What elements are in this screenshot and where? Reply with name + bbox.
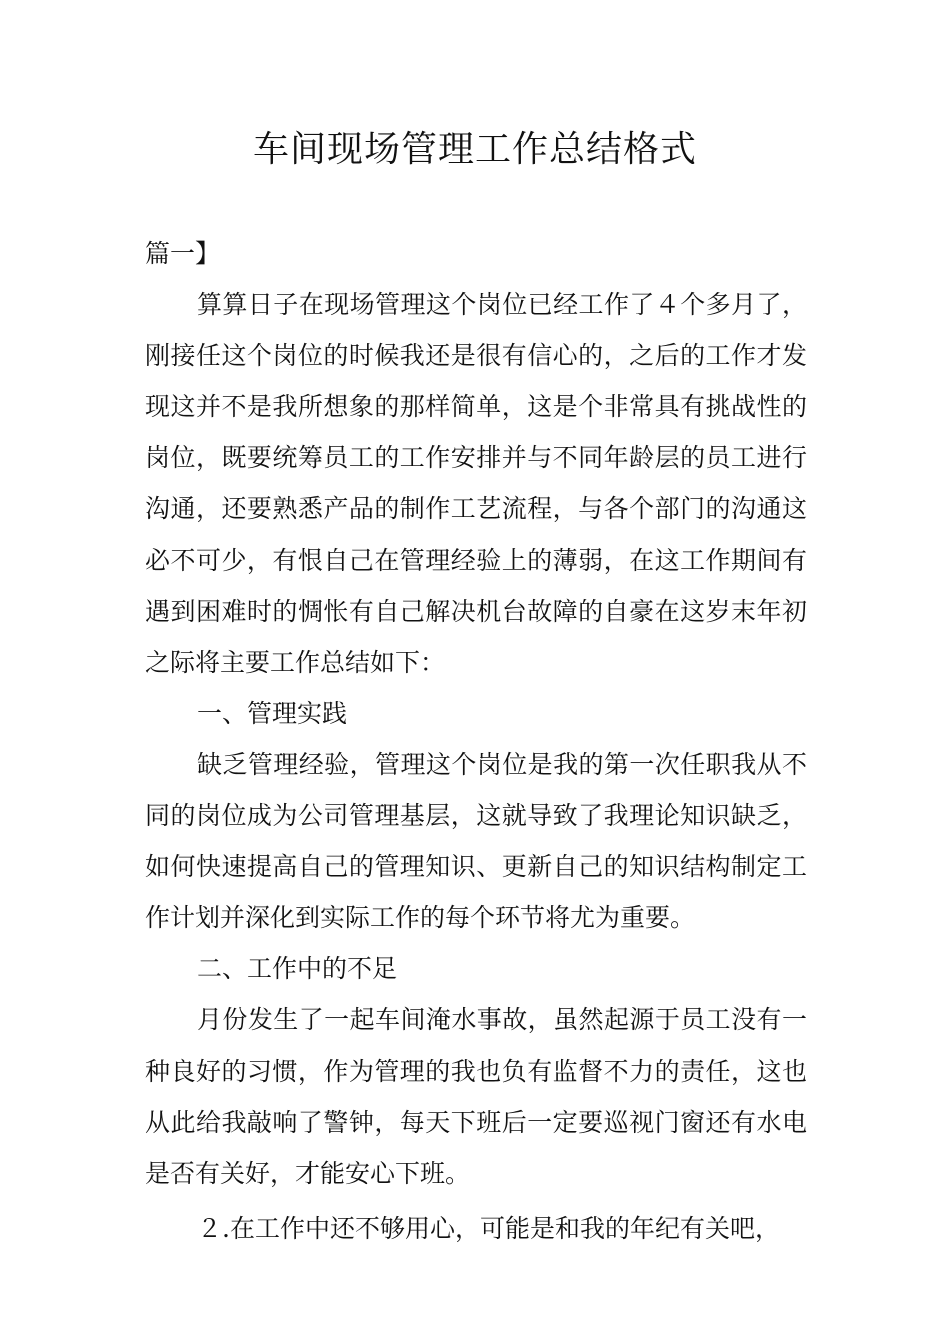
paragraph-intro: 算算日子在现场管理这个岗位已经工作了４个多月了，刚接任这个岗位的时候我还是很有信心的，之后的工作才发现这并不是我所想象的那样简单，这是个非常具有挑战性的岗位，既要统筹员工的工作安排并与不同年龄层的员工进行沟通，还要熟悉产品的制作工艺流程，与各个部门的沟通这必不可少，有恨自己在管理经验上的薄弱，在这工作期间有遇到困难时的惆怅有自己解决机台故障的自豪在这岁末年初之际将主要工作总结如下：	[145, 290, 807, 677]
paragraph-flood-incident: 月份发生了一起车间淹水事故，虽然起源于员工没有一种良好的习惯，作为管理的我也负有监督不力的责任，这也从此给我敲响了警钟，每天下班后一定要巡视门窗还有水电是否有关好，才能安心下班。	[145, 1005, 807, 1188]
paragraph-point-2: ２.在工作中还不够用心，可能是和我的年纪有关吧，	[197, 1213, 780, 1243]
paragraph-management-practice: 缺乏管理经验，管理这个岗位是我的第一次任职我从不同的岗位成为公司管理基层，这就导致了我理论知识缺乏，如何快速提高自己的管理知识、更新自己的知识结构制定工作计划并深化到实际工作的每个环节将尤为重要。	[145, 749, 807, 933]
heading-management-practice: 一、管理实践	[197, 698, 348, 728]
document-title: 车间现场管理工作总结格式	[252, 129, 697, 170]
section-label: 篇一】	[145, 239, 221, 268]
heading-shortcomings: 二、工作中的不足	[197, 954, 398, 984]
document-body	[145, 228, 807, 1254]
